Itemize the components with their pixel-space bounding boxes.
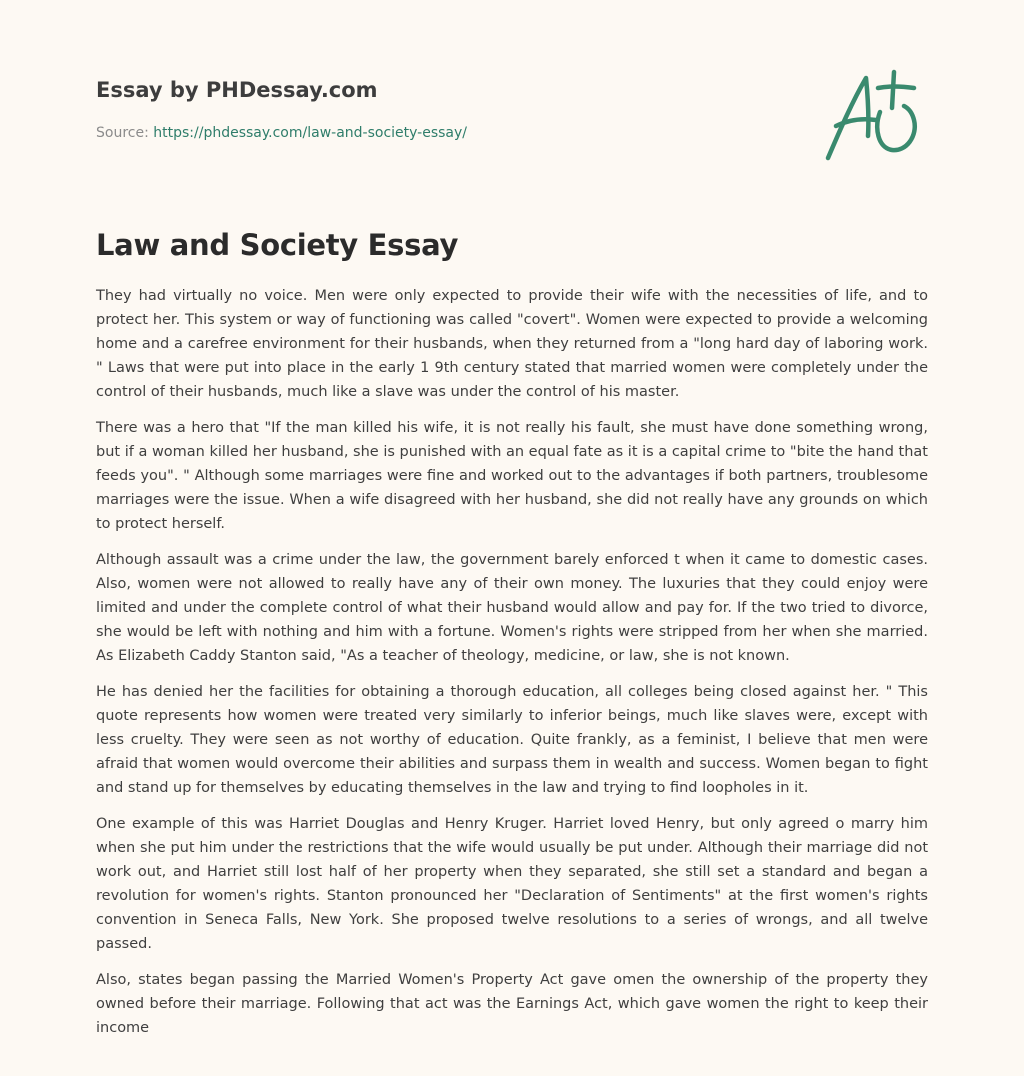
paragraph: Although assault was a crime under the law, the government barely enforced t when it came to domestic cases. Also, women were not allowed to really have any of their own money. The luxuries that they could enjoy were limited and under the complete control of what their husband would allow and pay for. If the two tried to divorce, she would be left with nothing and him with a fortune. Women's rights were stripped from her when she married. As Elizabeth Caddy Stanton said, "As a teacher of theology, medicine, or law, she is not known.	[96, 552, 928, 664]
source-label: Source:	[96, 125, 154, 141]
paragraph: One example of this was Harriet Douglas and Henry Kruger. Harriet loved Henry, but only agreed o marry him when she put him under the restrictions that the wife would usually be put under. Although their marriage did not work out, and Harriet still lost half of her property when they separated, she still set a standard and began a revolution for women's rights. Stanton pronounced her "Declaration of Sentiments" at the first women's rights convention in Seneca Falls, New York. She proposed twelve resolutions to a series of wrongs, and all twelve passed.	[96, 816, 928, 952]
paragraph: There was a hero that "If the man killed his wife, it is not really his fault, she must have done something wrong, but if a woman killed her husband, she is punished with an equal fate as it is a capital crime to "bite the hand that feeds you". " Although some marriages were fine and worked out to the advantages if both partners, troublesome marriages were the issue. When a wife disagreed with her husband, she did not really have any grounds on which to protect herself.	[96, 420, 928, 532]
a-plus-grade-icon	[822, 68, 926, 164]
article-title: Law and Society Essay	[96, 228, 459, 262]
paragraph: He has denied her the facilities for obtaining a thorough education, all colleges being closed against her. " This quote represents how women were treated very similarly to inferior beings, much like slaves were, except with less cruelty. They were seen as not worthy of education. Quite frankly, as a feminist, I believe that men were afraid that women would overcome their abilities and surpass them in wealth and success. Women began to fight and stand up for themselves by educating themselves in the law and trying to find loopholes in it.	[96, 684, 928, 796]
brand-title: Essay by PHDessay.com	[96, 78, 378, 102]
article-body	[96, 284, 928, 1052]
source-link[interactable]: https://phdessay.com/law-and-society-essay/	[153, 125, 468, 141]
site-header	[96, 76, 796, 143]
source-line	[96, 123, 796, 143]
paragraph: They had virtually no voice. Men were only expected to provide their wife with the necessities of life, and to protect her. This system or way of functioning was called "covert". Women were expected to provide a welcoming home and a carefree environment for their husbands, when they returned from a "long hard day of laboring work. " Laws that were put into place in the early 1 9th century stated that married women were completely under the control of their husbands, much like a slave was under the control of his master.	[96, 288, 928, 400]
paragraph: Also, states began passing the Married Women's Property Act gave omen the ownership of the property they owned before their marriage. Following that act was the Earnings Act, which gave women the right to keep their income	[96, 972, 928, 1036]
